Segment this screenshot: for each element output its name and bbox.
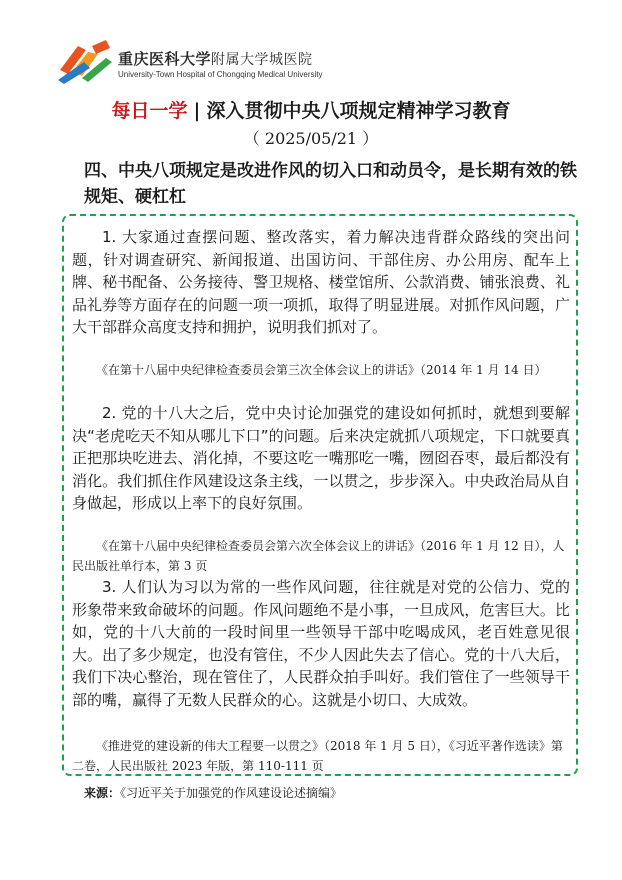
quote-citation-3: 《推进党的建设新的伟大工程要一以贯之》（2018 年 1 月 5 日），《习近平著作选读》第二卷，人民出版社 2023 年版，第 110-111 页	[72, 739, 563, 773]
hospital-name-cn: 重庆医科大学附属大学城医院	[118, 50, 313, 68]
title-separator: |	[193, 100, 201, 122]
publish-date: （ 2025/05/21 ）	[243, 129, 379, 148]
section-heading: 四、中央八项规定是改进作风的切入口和动员令，是长期有效的铁规矩、硬杠杠	[84, 161, 577, 207]
quote-citation-2: 《在第十八届中央纪律检查委员会第六次全体会议上的讲话》（2016 年 1 月 12 日），人民出版社单行本，第 3 页	[72, 539, 565, 573]
quote-citation-1: 《在第十八届中央纪律检查委员会第三次全体会议上的讲话》（2014 年 1 月 14 日）	[96, 363, 547, 377]
quote-item-3: 3. 人们认为习以为常的一些作风问题，往往就是对党的公信力、党的形象带来致命破坏的问题。作风问题绝不是小事，一旦成风，危害巨大。比如，党的十八大前的一段时间里一些领导干部中吃喝成风，老百姓意见很大。出了多少规定，也没有管住，不少人因此失去了信心。党的十八大后，我们下决心整治，现在管住了，人民群众拍手叫好。我们管住了一些领导干部的嘴，赢得了无数人民群众的心。这就是小切口、大成效。	[72, 578, 570, 709]
hospital-logo-icon	[56, 40, 114, 86]
quote-item-2: 2. 党的十八大之后，党中央讨论加强党的建设如何抓时，就想到要解决“老虎吃天不知从哪儿下口”的问题。后来决定就抓八项规定，下口就要真正把那块吃进去、消化掉，不要这吃一嘴那吃一嘴，囫囵吞枣，最后都没有消化。我们抓住作风建设这条主线，一以贯之，步步深入。中央政治局从自身做起，形成以上率下的良好氛围。	[72, 404, 570, 512]
hospital-header	[56, 40, 356, 88]
title-text: 深入贯彻中央八项规定精神学习教育	[206, 100, 511, 122]
source-text: 《习近平关于加强党的作风建设论述摘编》	[120, 786, 343, 800]
source-label: 来源：	[84, 786, 121, 800]
hospital-name-en: University-Town Hospital of Chongqing Medical University	[118, 70, 323, 79]
title-prefix: 每日一学	[111, 100, 188, 122]
page-title	[0, 96, 622, 123]
quote-item-1: 1. 大家通过查摆问题、整改落实，着力解决违背群众路线的突出问题，针对调查研究、新闻报道、出国访问、干部住房、办公用房、配车上牌、秘书配备、公务接待、警卫规格、楼堂馆所、公款消费、铺张浪费、礼品礼券等方面存在的问题一项一项抓，取得了明显进展。对抓作风问题，广大干部群众高度支持和拥护，说明我们抓对了。	[72, 228, 570, 336]
source-line	[84, 784, 342, 801]
